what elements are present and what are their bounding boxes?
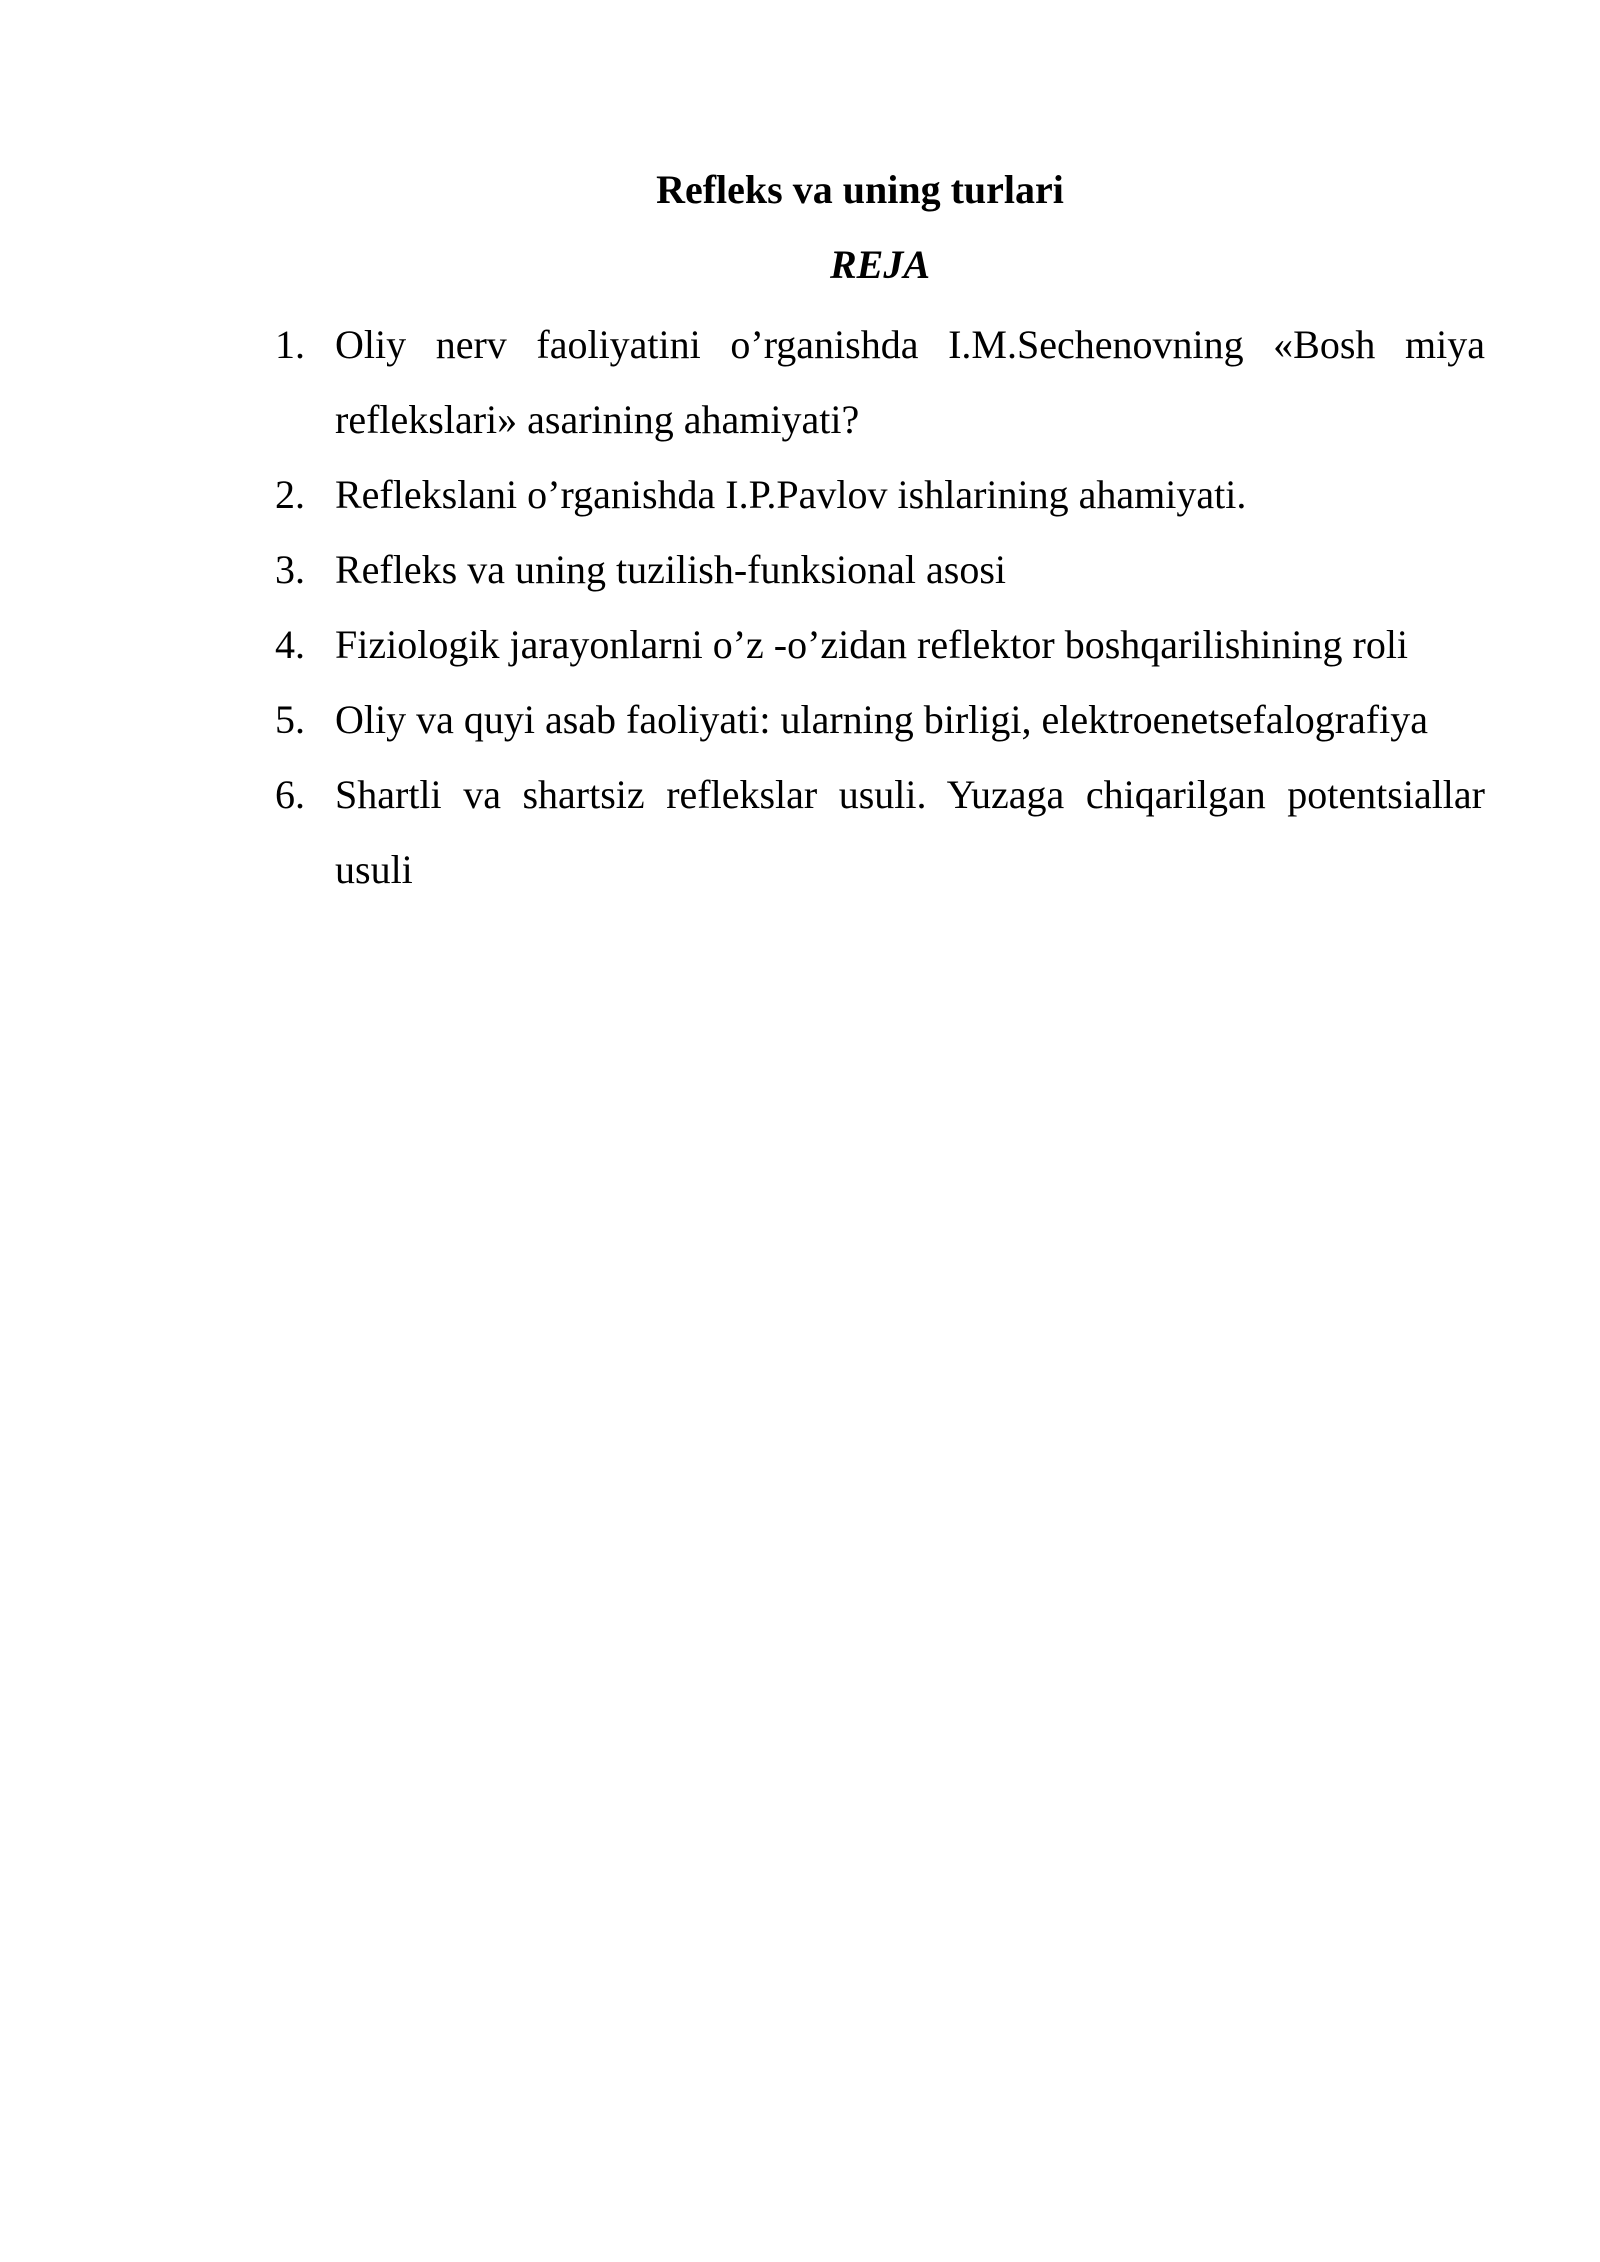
document-title: Refleks va uning turlari (656, 167, 1064, 212)
plan-item-text: Oliy nerv faoliyatini o’rganishda I.M.Sechenovning «Bosh miya reflekslari» asarining ahamiyati? (335, 322, 1485, 442)
plan-list (275, 307, 1485, 907)
plan-item (275, 532, 1485, 607)
plan-item-text: Reflekslani o’rganishda I.P.Pavlov ishlarining ahamiyati. (335, 472, 1247, 517)
plan-item-number: 5. (275, 697, 305, 742)
plan-item-number: 6. (275, 772, 305, 817)
plan-item-text: Shartli va shartsiz reflekslar usuli. Yuzaga chiqarilgan potentsiallar usuli (335, 772, 1485, 892)
plan-item (275, 682, 1485, 757)
plan-heading: REJA (829, 242, 931, 287)
plan-item-number: 2. (275, 472, 305, 517)
plan-item-text: Oliy va quyi asab faoliyati: ularning birligi, elektroenetsefalografiya (335, 697, 1428, 742)
plan-item (275, 457, 1485, 532)
plan-item (275, 607, 1485, 682)
plan-item (275, 757, 1485, 907)
plan-item-number: 4. (275, 622, 305, 667)
plan-item-text: Refleks va uning tuzilish-funksional asosi (335, 547, 1007, 592)
plan-item-text: Fiziologik jarayonlarni o’z -o’zidan reflektor boshqarilishining roli (335, 622, 1409, 667)
plan-item (275, 307, 1485, 457)
plan-item-number: 3. (275, 547, 305, 592)
plan-item-number: 1. (275, 322, 305, 367)
